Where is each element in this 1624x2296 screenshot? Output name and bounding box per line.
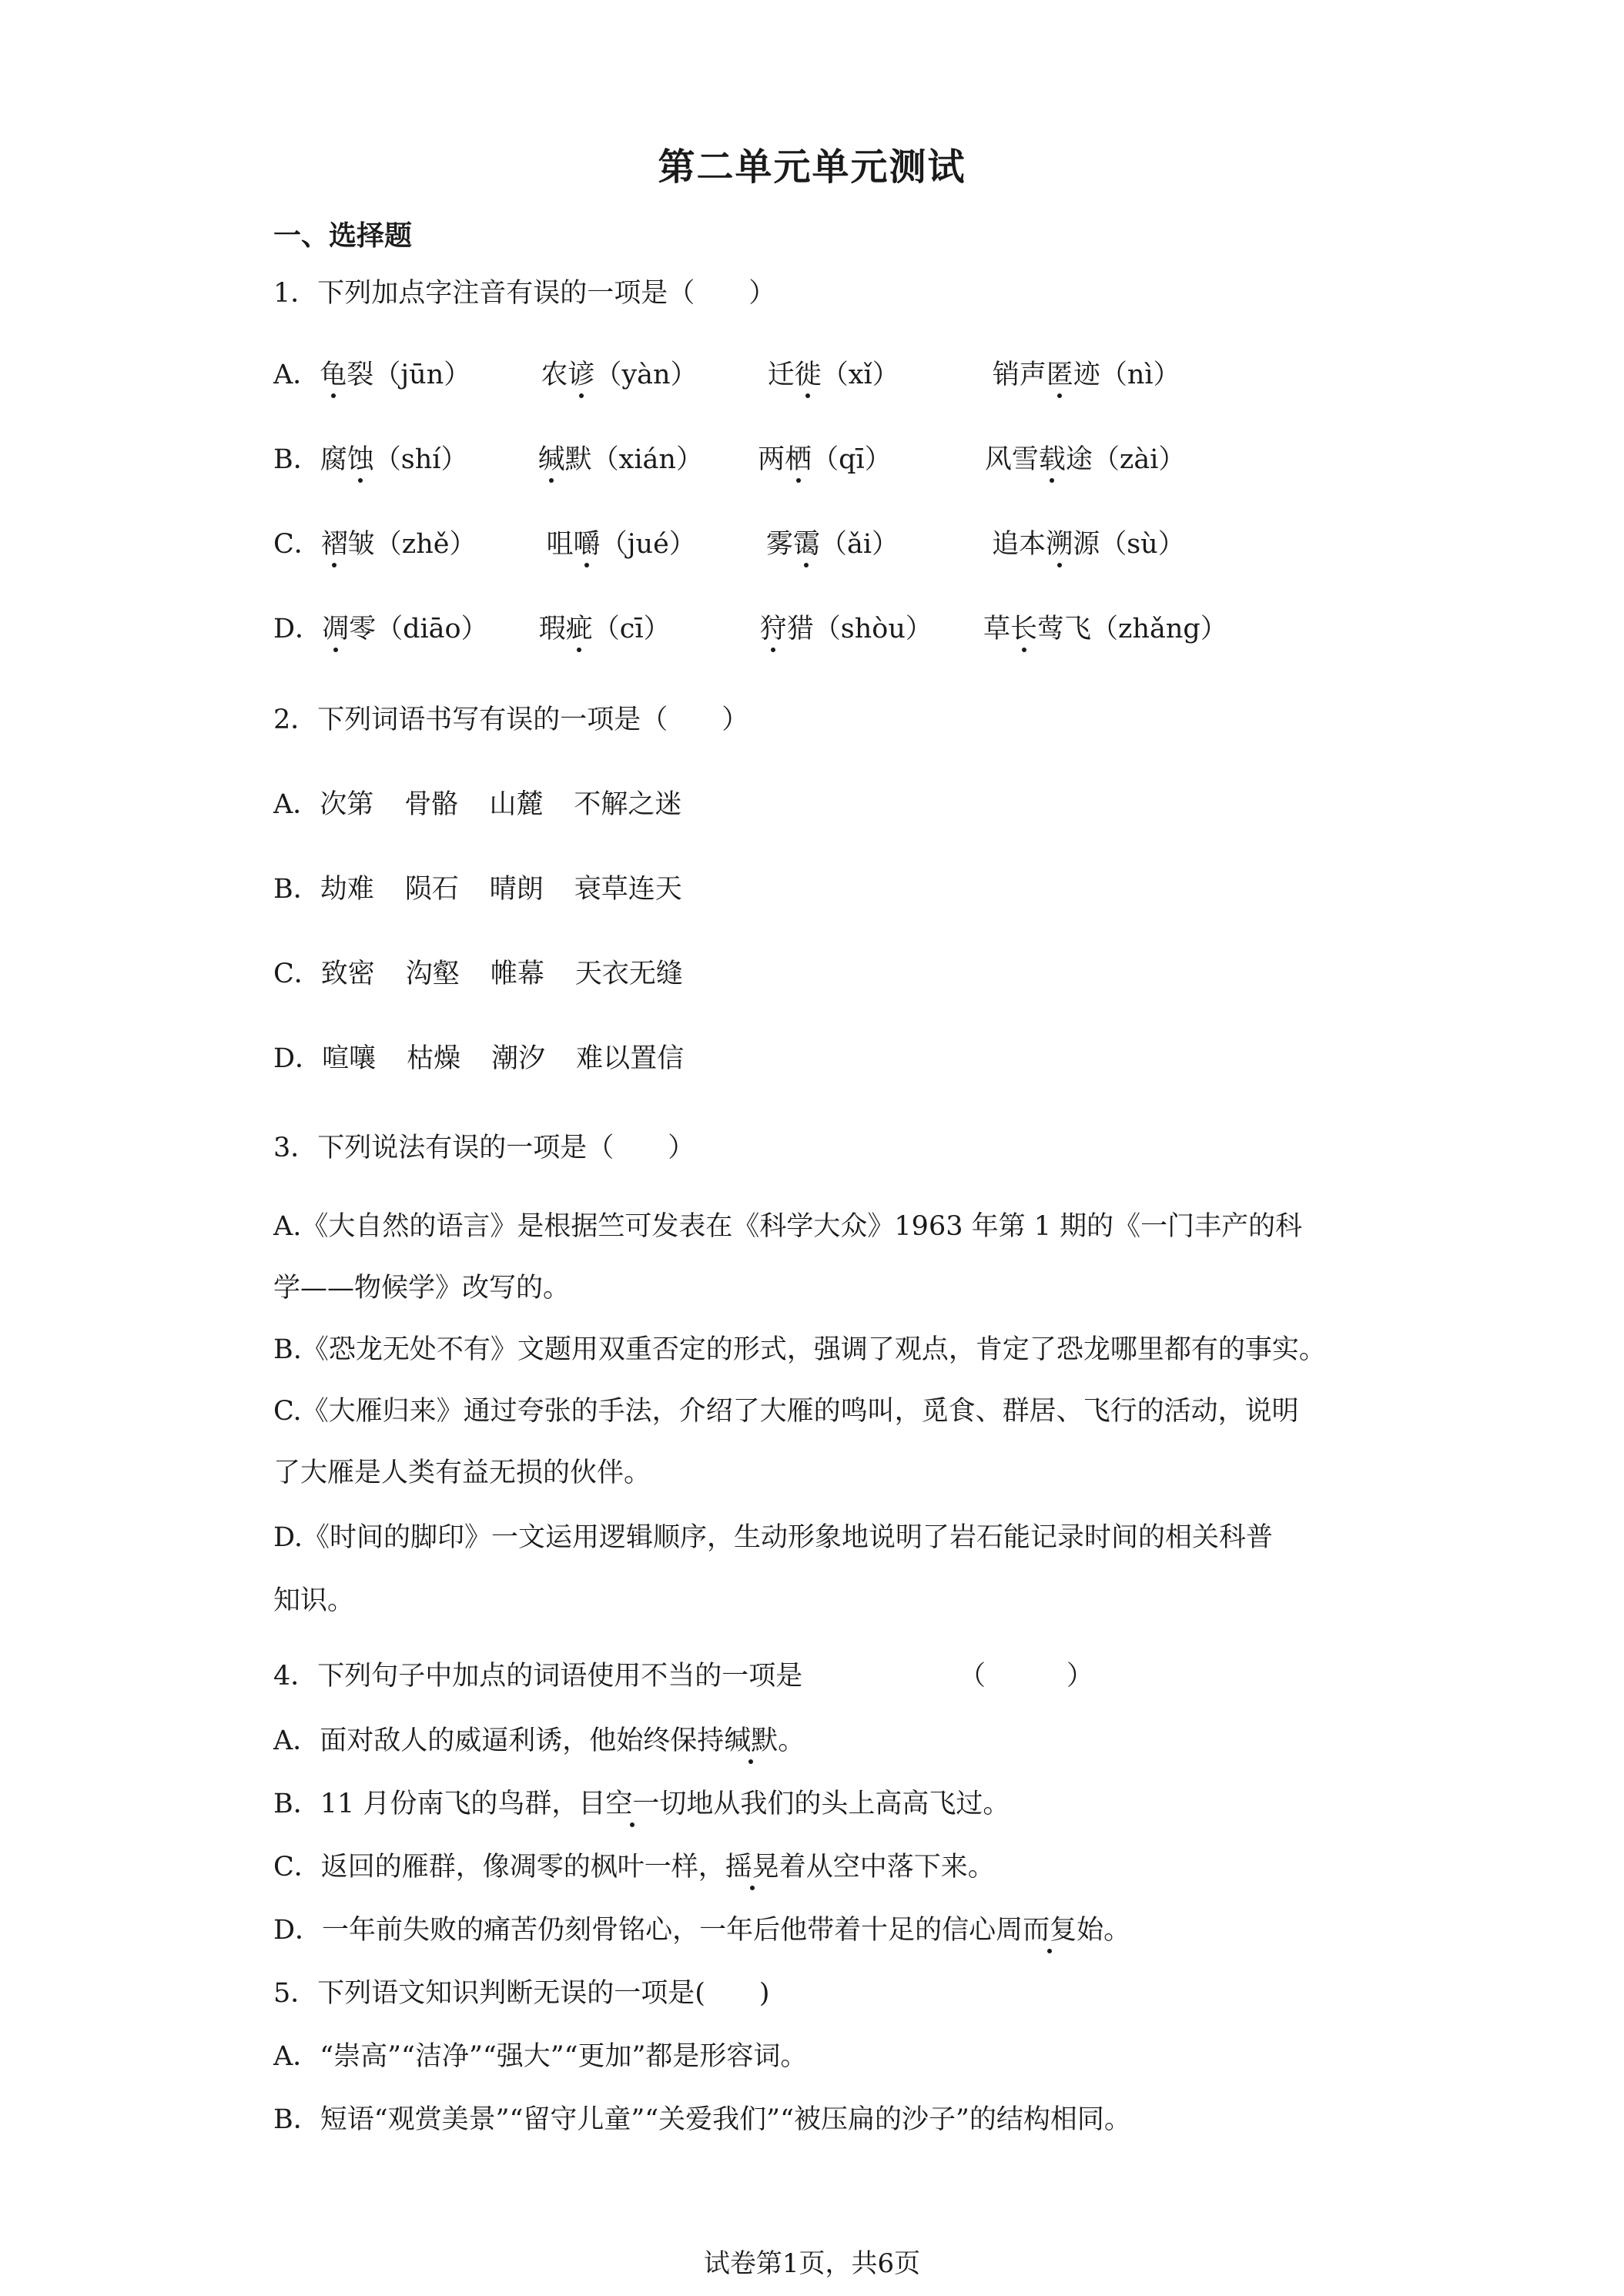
- dotted-char: 蚀: [347, 444, 374, 475]
- dotted-char: 狩: [759, 614, 787, 644]
- dotted-char: 霭: [792, 529, 820, 560]
- q2-option-a: A．次第 骨骼 山麓 不解之迷: [273, 789, 682, 820]
- dotted-word: 摇晃: [725, 1852, 779, 1883]
- q3-line: A.《大自然的语言》是根据竺可发表在《科学大众》1963 年第 1 期的《一门丰产的科: [273, 1211, 1303, 1242]
- q4-answer-paren: （ ）: [959, 1661, 1094, 1692]
- q1-option-d: D．凋零（diāo） 瑕疵（cī） 狩猎（shòu） 草长莺飞（zhǎng）: [273, 614, 1227, 644]
- q3-line: 了大雁是人类有益无损的伙伴。: [273, 1458, 651, 1488]
- dotted-char: 徙: [794, 360, 822, 390]
- dotted-char: 栖: [785, 444, 812, 475]
- q2-option-d: D．喧嚷 枯燥 潮汐 难以置信: [273, 1043, 685, 1074]
- dotted-char: 溯: [1046, 529, 1073, 560]
- q5-option-b: B．短语“观赏美景”“留守儿童”“关爱我们”“被压扁的沙子”的结构相同。: [273, 2104, 1131, 2135]
- q4-option-a: A．面对敌人的威逼利诱，他始终保持缄默。: [273, 1725, 805, 1756]
- q1-option-b: B．腐蚀（shí） 缄默（xián） 两栖（qī） 风雪载途（zài）: [273, 444, 1186, 475]
- q3-line: B.《恐龙无处不有》文题用双重否定的形式，强调了观点，肯定了恐龙哪里都有的事实。: [273, 1334, 1326, 1365]
- page-title: 第二单元单元测试: [658, 146, 966, 189]
- dotted-char: 匿: [1046, 360, 1073, 390]
- dotted-char: 长: [1010, 614, 1038, 644]
- dotted-char: 凋: [322, 614, 350, 644]
- q3-stem: 3．下列说法有误的一项是（ ）: [273, 1133, 695, 1163]
- q3-line: 学——物候学》改写的。: [273, 1273, 571, 1304]
- q1-option-a: A．龟裂（jūn） 农谚（yàn） 迁徙（xǐ） 销声匿迹（nì）: [273, 360, 1180, 390]
- dotted-char: 嚼: [573, 529, 601, 560]
- q2-stem: 2．下列词语书写有误的一项是（ ）: [273, 705, 749, 735]
- q3-line: D.《时间的脚印》一文运用逻辑顺序，生动形象地说明了岩石能记录时间的相关科普: [273, 1522, 1273, 1553]
- q4-option-b: B．11 月份南飞的鸟群，目空一切地从我们的头上高高飞过。: [273, 1789, 1010, 1819]
- page-footer: 试卷第1页，共6页: [703, 2248, 921, 2279]
- q3-line: C.《大雁归来》通过夸张的手法，介绍了大雁的鸣叫，觅食、群居、飞行的活动，说明: [273, 1396, 1299, 1427]
- dotted-char: 载: [1038, 444, 1066, 475]
- q5-option-a: A．“崇高”“洁净”“强大”“更加”都是形容词。: [273, 2041, 808, 2072]
- q3-line: 知识。: [273, 1585, 355, 1616]
- q4-stem: 4．下列句子中加点的词语使用不当的一项是: [273, 1661, 803, 1692]
- q1-option-c: C．褶皱（zhě） 咀嚼（jué） 雾霭（ǎi） 追本溯源（sù）: [273, 529, 1185, 560]
- dotted-word: 缄默: [724, 1725, 779, 1756]
- dotted-char: 褶: [320, 529, 348, 560]
- q1-stem: 1．下列加点字注音有误的一项是（ ）: [273, 278, 776, 309]
- q2-option-c: C．致密 沟壑 帷幕 天衣无缝: [273, 959, 683, 989]
- dotted-char: 龟: [320, 360, 347, 390]
- q5-stem: 5．下列语文知识判断无误的一项是( ): [273, 1978, 770, 2009]
- dotted-char: 谚: [568, 360, 595, 390]
- section-heading: 一、选择题: [273, 220, 413, 252]
- dotted-word: 周而复始: [996, 1915, 1104, 1946]
- dotted-char: 缄: [537, 444, 565, 475]
- q4-option-d: D．一年前失败的痛苦仍刻骨铭心，一年后他带着十足的信心周而复始。: [273, 1915, 1131, 1946]
- q2-option-b: B．劫难 陨石 晴朗 衰草连天: [273, 874, 682, 905]
- dotted-word: 目空一切: [578, 1789, 687, 1819]
- dotted-char: 疵: [565, 614, 593, 644]
- q4-option-c: C．返回的雁群，像凋零的枫叶一样，摇晃着从空中落下来。: [273, 1852, 995, 1883]
